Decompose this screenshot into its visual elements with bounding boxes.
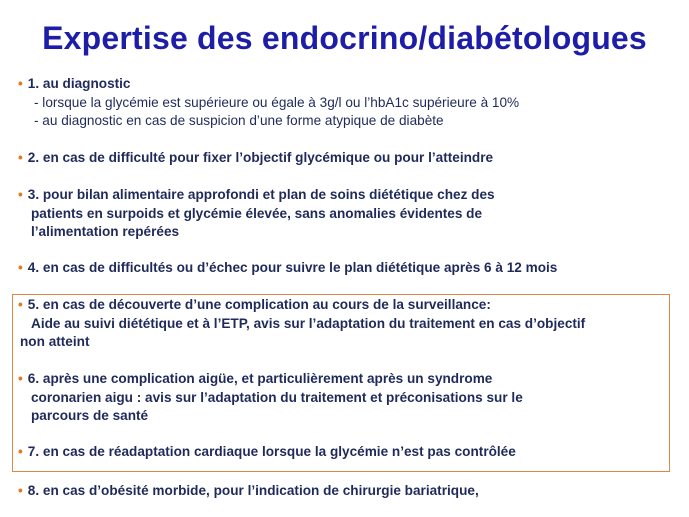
list-item-1 (18, 75, 519, 131)
list-item-6 (18, 370, 523, 426)
bullet-icon: • (18, 76, 23, 91)
item-6-line-3: parcours de santé (31, 408, 149, 423)
bullet-icon: • (18, 371, 23, 386)
list-item-2 (18, 149, 493, 168)
bullet-icon: • (18, 297, 23, 312)
bullet-icon: • (18, 483, 23, 498)
item-6-line-2: coronarien aigu : avis sur l’adaptation du traitement et préconisations sur le (31, 389, 523, 405)
item-5-line-3: non atteint (20, 334, 90, 349)
bullet-icon: • (18, 444, 23, 459)
list-item-4 (18, 259, 557, 278)
item-5-line-1: • 5. en cas de découverte d’une complication au cours de la surveillance: (18, 297, 491, 312)
item-3-line-2: patients en surpoids et glycémie élevée, sans anomalies évidentes de (31, 205, 483, 221)
item-3-line-1: • 3. pour bilan alimentaire approfondi et plan de soins diététique chez des (18, 187, 495, 202)
list-item-5 (18, 296, 585, 352)
item-3-line-3: l’alimentation repérées (31, 224, 180, 239)
item-6-line-1: • 6. après une complication aigüe, et particulièrement après un syndrome (18, 371, 493, 386)
item-7-line-1: • 7. en cas de réadaptation cardiaque lorsque la glycémie n’est pas contrôlée (18, 444, 516, 459)
item-8-line-1: • 8. en cas d’obésité morbide, pour l’indication de chirurgie bariatrique, (18, 483, 479, 498)
item-1-line-3: - au diagnostic en cas de suspicion d’une forme atypique de diabète (34, 113, 444, 128)
list-item-3 (18, 186, 495, 242)
item-1-line-1: • 1. au diagnostic (18, 76, 131, 91)
slide-title: Expertise des endocrino/diabétologues (42, 20, 647, 56)
bullet-icon: • (18, 260, 23, 275)
item-2-line-1: • 2. en cas de difficulté pour fixer l’objectif glycémique ou pour l’atteindre (18, 150, 494, 165)
list-item-8 (18, 482, 479, 501)
bullet-icon: • (18, 150, 23, 165)
item-1-line-2: - lorsque la glycémie est supérieure ou égale à 3g/l ou l’hbA1c supérieure à 10% (34, 94, 520, 110)
item-4-line-1: • 4. en cas de difficultés ou d’échec pour suivre le plan diététique après 6 à 12 mois (18, 260, 558, 275)
item-5-line-2: Aide au suivi diététique et à l’ETP, avis sur l’adaptation du traitement en cas d’objectif (31, 315, 586, 331)
list-item-7 (18, 443, 516, 462)
bullet-icon: • (18, 187, 23, 202)
